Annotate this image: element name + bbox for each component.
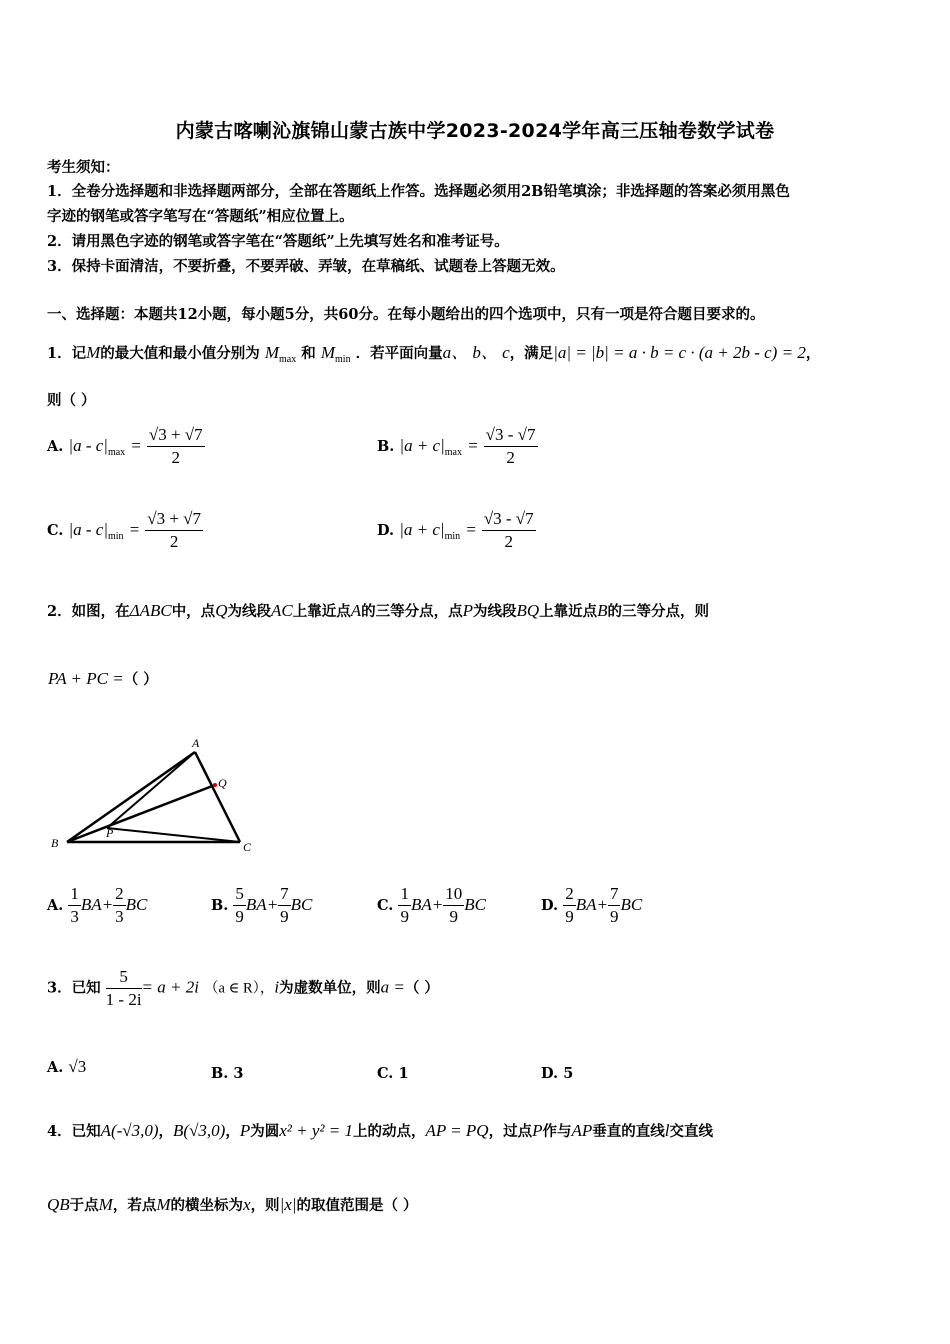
segment-pa bbox=[107, 752, 195, 828]
q2-option-c[interactable]: C. $\frac{1}{9}$ BA+ $\frac{10}{9}$ BC bbox=[377, 884, 486, 926]
section-heading: 一、选择题：本题共12小题，每小题5分，共60分。在每小题给出的四个选项中，只有一项是符合题目要求的。 bbox=[47, 306, 765, 323]
notice-heading: 考生须知： bbox=[47, 159, 120, 176]
page-title: 内蒙古喀喇沁旗锦山蒙古族中学2023-2024学年高三压轴卷数学试卷 bbox=[175, 120, 775, 142]
question-1: 1．记M的最大值和最小值分别为 $M_{max}$ 和 $M_{min}$ ．若平面向量a、 b、 c，满足|a| = |b| = a · b = c · (a + 2b - c) = 2， bbox=[47, 343, 821, 365]
question-4: 4．已知A(-√3,0)，B(√3,0)，P为圆x² + y² = 1上的动点，AP = PQ，过点P作与AP垂直的直线l交直线 bbox=[47, 1121, 713, 1140]
notice-item: 字迹的钢笔或答字笔写在“答题纸”相应位置上。 bbox=[47, 208, 354, 225]
point-q-dot bbox=[213, 783, 217, 787]
q3-option-c[interactable]: C. 1 bbox=[377, 1065, 409, 1082]
question-4-cont: QB于点M，若点M的横坐标为x，则|x|的取值范围是（ ） bbox=[47, 1195, 418, 1214]
label-p: P bbox=[106, 826, 114, 840]
segment-bq bbox=[67, 785, 215, 842]
q2-option-a[interactable]: A. $\frac{1}{3}$ BA+ $\frac{2}{3}$ BC bbox=[47, 884, 148, 926]
question-3: 3．已知 $\frac{5}{1 - 2i}$ = a + 2i （a ∈ R），i为虚数单位，则a =（ ） bbox=[47, 967, 439, 1009]
q1-option-a[interactable]: A. $|a - c|_{max}$ = $\frac{√3 + √7}{2}$ bbox=[47, 425, 203, 467]
q3-option-d[interactable]: D. 5 bbox=[541, 1065, 574, 1082]
q1-option-b[interactable]: B. $|a + c|_{max}$ = $\frac{√3 - √7}{2}$ bbox=[377, 425, 536, 467]
edge-ba bbox=[67, 752, 195, 842]
question-1-tail: 则（ ） bbox=[47, 392, 96, 409]
label-q: Q bbox=[218, 776, 227, 790]
edge-ac bbox=[195, 752, 240, 842]
question-2-expr: PA + PC =（ ） bbox=[48, 669, 158, 688]
label-b: B bbox=[51, 836, 59, 850]
question-2: 2．如图，在ΔABC中，点Q为线段AC上靠近点A的三等分点，点P为线段BQ上靠近点B的三等分点，则 bbox=[47, 601, 710, 620]
label-c: C bbox=[243, 840, 252, 854]
label-a: A bbox=[192, 736, 200, 750]
q3-option-b[interactable]: B. 3 bbox=[211, 1065, 244, 1082]
q1-option-c[interactable]: C. $|a - c|_{min}$ = $\frac{√3 + √7}{2}$ bbox=[47, 509, 201, 551]
q2-option-b[interactable]: B. $\frac{5}{9}$ BA+ $\frac{7}{9}$ BC bbox=[211, 884, 313, 926]
q3-option-a[interactable]: A. √3 bbox=[47, 1057, 87, 1076]
triangle-figure bbox=[45, 735, 265, 855]
q1-option-d[interactable]: D. $|a + c|_{min}$ = $\frac{√3 - √7}{2}$ bbox=[377, 509, 534, 551]
q2-option-d[interactable]: D. $\frac{2}{9}$ BA+ $\frac{7}{9}$ BC bbox=[541, 884, 643, 926]
notice-item: 3．保持卡面清洁，不要折叠，不要弄破、弄皱，在草稿纸、试题卷上答题无效。 bbox=[47, 258, 565, 275]
segment-pc bbox=[107, 828, 240, 842]
notice-item: 1．全卷分选择题和非选择题两部分，全部在答题纸上作答。选择题必须用2B铅笔填涂；非选择题的答案必须用黑色 bbox=[47, 183, 790, 200]
notice-item: 2．请用黑色字迹的钢笔或答字笔在“答题纸”上先填写姓名和准考证号。 bbox=[47, 233, 509, 250]
